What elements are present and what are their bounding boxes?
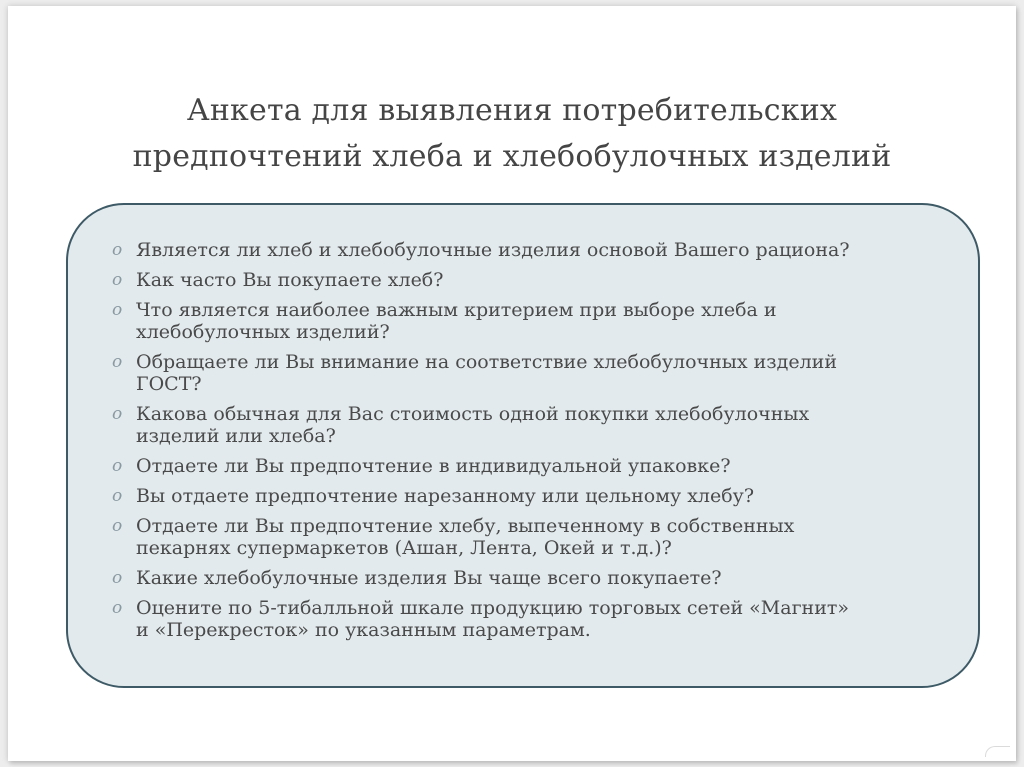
question-text-line-1: Оцените по 5-тибалльной шкале продукцию торговых сетей «Магнит»: [136, 597, 849, 619]
slide: [8, 6, 1016, 761]
bullet-icon: o: [112, 516, 123, 536]
question-item: [112, 515, 932, 559]
question-text-line-2: хлебобулочных изделий?: [136, 321, 390, 343]
page-curl-decoration: [985, 746, 1010, 757]
question-text-line-1: Вы отдаете предпочтение нарезанному или цельному хлебу?: [136, 485, 755, 507]
bullet-icon: o: [112, 404, 123, 424]
question-text-line-1: Какие хлебобулочные изделия Вы чаще всего покупаете?: [136, 567, 722, 589]
question-text-line-1: Обращаете ли Вы внимание на соответствие хлебобулочных изделий: [136, 351, 837, 373]
question-text-line-2: пекарнях супермаркетов (Ашан, Лента, Окей и т.д.)?: [136, 537, 672, 559]
title-line-1: Анкета для выявления потребительских: [186, 93, 838, 128]
bullet-icon: o: [112, 270, 123, 290]
questions-panel: [66, 203, 980, 688]
question-text-line-1: Отдаете ли Вы предпочтение в индивидуальной упаковке?: [136, 455, 731, 477]
bullet-icon: o: [112, 352, 123, 372]
bullet-icon: o: [112, 240, 123, 260]
question-text-line-1: Какова обычная для Вас стоимость одной покупки хлебобулочных: [136, 403, 810, 425]
title-line-2: предпочтений хлеба и хлебобулочных изделий: [132, 139, 892, 174]
slide-title: [48, 88, 976, 180]
question-item: [112, 403, 932, 447]
question-text-line-2: изделий или хлеба?: [136, 425, 336, 447]
question-text-line-1: Что является наиболее важным критерием при выборе хлеба и: [136, 299, 777, 321]
question-text-line-2: ГОСТ?: [136, 373, 202, 395]
question-item: [112, 269, 932, 291]
question-text-line-1: Является ли хлеб и хлебобулочные изделия основой Вашего рациона?: [136, 239, 850, 261]
question-item: [112, 351, 932, 395]
question-item: [112, 567, 932, 589]
question-text-line-2: и «Перекресток» по указанным параметрам.: [136, 619, 591, 641]
question-item: [112, 455, 932, 477]
question-item: [112, 299, 932, 343]
bullet-icon: o: [112, 486, 123, 506]
question-list: [112, 239, 932, 649]
bullet-icon: o: [112, 598, 123, 618]
question-item: [112, 597, 932, 641]
question-item: [112, 239, 932, 261]
bullet-icon: o: [112, 300, 123, 320]
question-item: [112, 485, 932, 507]
question-text-line-1: Отдаете ли Вы предпочтение хлебу, выпеченному в собственных: [136, 515, 795, 537]
bullet-icon: o: [112, 568, 123, 588]
bullet-icon: o: [112, 456, 123, 476]
question-text-line-1: Как часто Вы покупаете хлеб?: [136, 269, 444, 291]
